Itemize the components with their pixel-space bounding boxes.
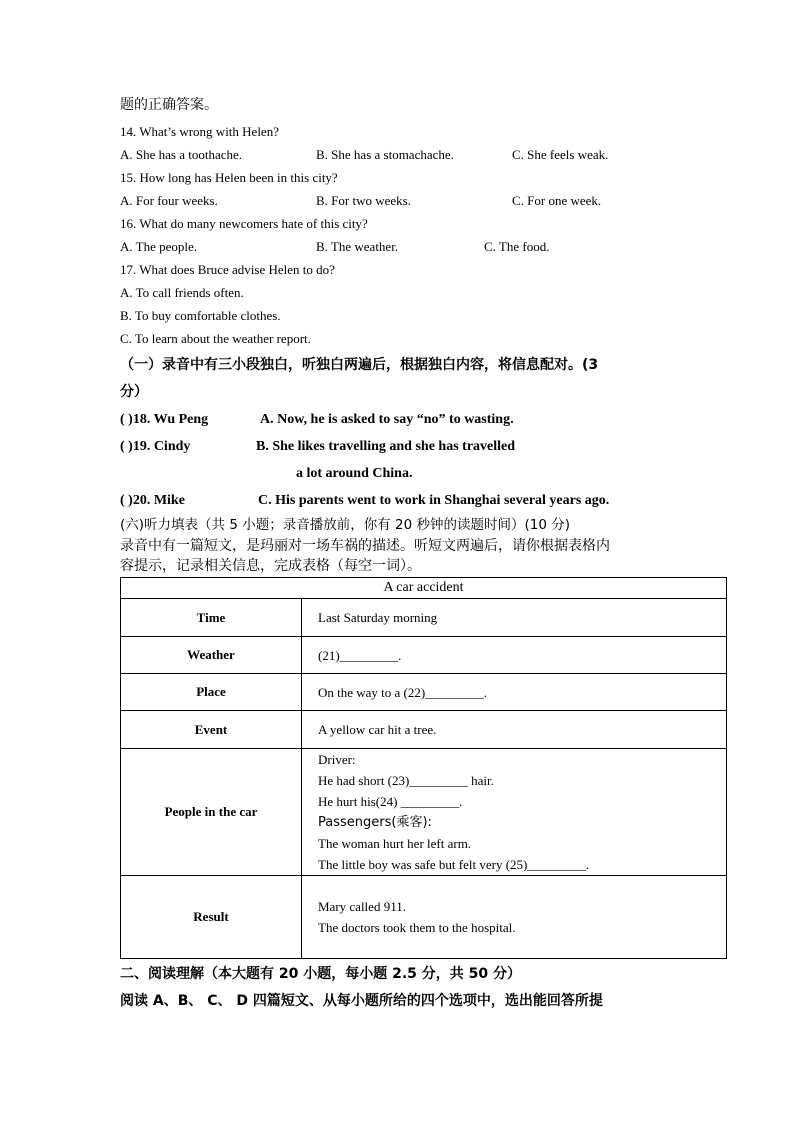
time-value: Last Saturday morning <box>302 599 727 637</box>
people-line: He had short (23)_________ hair. <box>318 773 494 788</box>
match-option-b-cont: a lot around China. <box>296 466 413 481</box>
people-line: He hurt his(24) _________. <box>318 794 463 809</box>
match-option-c: C. His parents went to work in Shanghai several years ago. <box>258 493 610 508</box>
question-16-option-a: A. The people. <box>120 239 198 254</box>
result-line: The doctors took them to the hospital. <box>318 920 516 935</box>
weather-label: Weather <box>121 637 302 674</box>
people-line: The little boy was safe but felt very (25)_________. <box>318 857 590 872</box>
question-17-stem: 17. What does Bruce advise Helen to do? <box>120 262 335 277</box>
question-16-stem: 16. What do many newcomers hate of this city? <box>120 216 368 231</box>
question-14-option-c: C. She feels weak. <box>512 147 609 162</box>
people-label: People in the car <box>121 749 302 876</box>
question-16-option-b: B. The weather. <box>316 239 399 254</box>
match-item-20-name: ( )20. Mike <box>120 493 185 508</box>
people-line: The woman hurt her left arm. <box>318 836 472 851</box>
match-item-19-name: ( )19. Cindy <box>120 439 191 454</box>
question-15-stem: 15. How long has Helen been in this city? <box>120 170 338 185</box>
section6-desc: 录音中有一篇短文，是玛丽对一场车祸的描述。听短文两遍后，请你根据表格内 <box>120 538 610 554</box>
question-16-option-c: C. The food. <box>484 239 550 254</box>
result-label: Result <box>121 876 302 959</box>
weather-value: (21)_________. <box>302 637 727 674</box>
section6-desc-cont: 容提示，记录相关信息，完成表格（每空一词）。 <box>120 558 421 574</box>
result-line: Mary called 911. <box>318 899 406 914</box>
result-value <box>302 876 727 959</box>
question-14-option-a: A. She has a toothache. <box>120 147 243 162</box>
people-line: Driver: <box>318 752 356 767</box>
part2-title: 二、阅读理解（本大题有 20 小题，每小题 2.5 分，共 50 分） <box>120 966 522 982</box>
part2-instruction: 阅读 A、B、 C、 D 四篇短文、从每小题所给的四个选项中，选出能回答所提 <box>120 993 603 1009</box>
section5-instruction-cont: 分） <box>120 384 148 400</box>
match-option-a: A. Now, he is asked to say “no” to wasting. <box>260 412 514 427</box>
question-15-option-a: A. For four weeks. <box>120 193 218 208</box>
question-15-option-c: C. For one week. <box>512 193 602 208</box>
table-header: A car accident <box>121 578 727 599</box>
question-14-option-b: B. She has a stomachache. <box>316 147 454 162</box>
time-label: Time <box>121 599 302 637</box>
question-14-stem: 14. What’s wrong with Helen? <box>120 124 279 139</box>
match-option-b: B. She likes travelling and she has travelled <box>256 439 516 454</box>
question-17-option-a: A. To call friends often. <box>120 285 244 300</box>
accident-table <box>120 577 727 959</box>
section6-title: (六)听力填表（共 5 小题；录音播放前，你有 20 秒钟的读题时间）(10 分) <box>120 517 570 533</box>
people-line: Passengers(乘客): <box>318 815 432 830</box>
match-item-18-name: ( )18. Wu Peng <box>120 412 209 427</box>
question-15-option-b: B. For two weeks. <box>316 193 411 208</box>
intro-tail: 题的正确答案。 <box>120 97 218 113</box>
place-label: Place <box>121 674 302 711</box>
event-value: A yellow car hit a tree. <box>302 711 727 749</box>
event-label: Event <box>121 711 302 749</box>
section5-instruction: （一）录音中有三小段独白，听独白两遍后，根据独白内容，将信息配对。(3 <box>120 357 599 373</box>
question-17-option-c: C. To learn about the weather report. <box>120 331 311 346</box>
people-value <box>302 749 727 876</box>
question-17-option-b: B. To buy comfortable clothes. <box>120 308 281 323</box>
place-value: On the way to a (22)_________. <box>302 674 727 711</box>
